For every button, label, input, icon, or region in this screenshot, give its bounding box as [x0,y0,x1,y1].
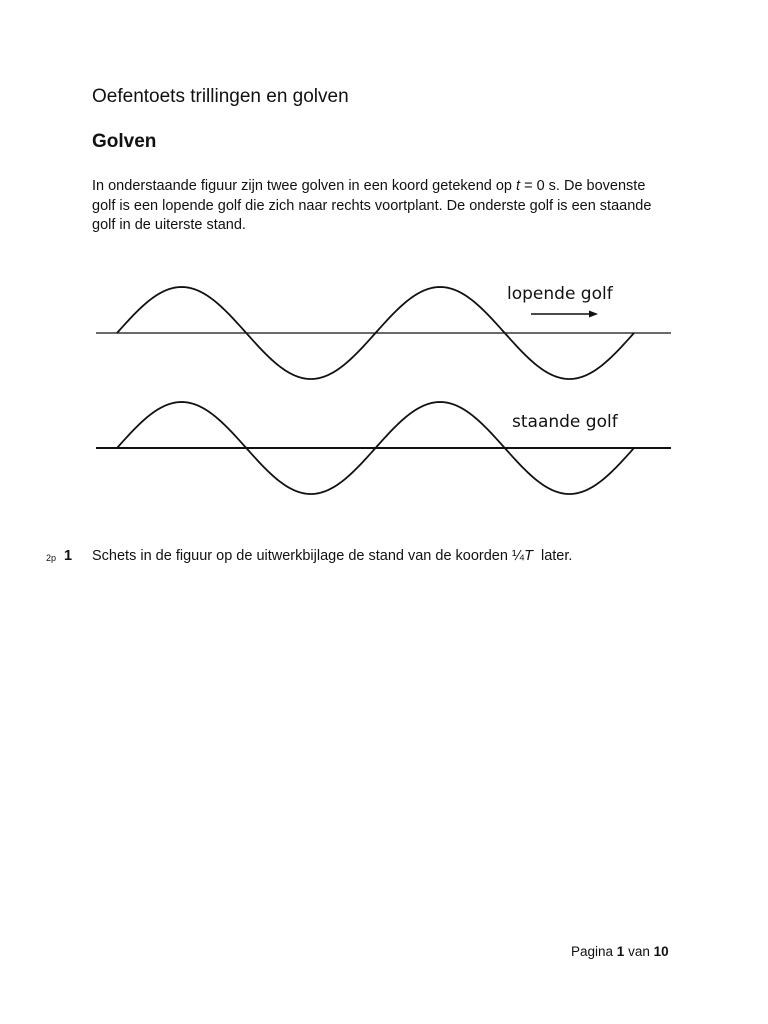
total-pages-number: 10 [653,944,669,959]
question-text [92,548,572,564]
page-footer [571,944,669,959]
footer-middle: van [624,944,654,959]
time-symbol: t [516,178,521,194]
question-points: 2p [46,553,57,563]
question-number: 1 [64,548,73,564]
document-title: Oefentoets trillingen en golven [92,86,349,107]
direction-arrow-head [589,311,598,318]
question-text-end: later. [532,548,573,564]
footer-prefix: Pagina [571,944,617,959]
question-text-start: Schets in de figuur op de uitwerkbijlage de stand van de koorden ¼ [92,548,525,564]
upper-wave-label: lopende golf [507,284,613,304]
intro-text-start: In onderstaande figuur zijn twee golven in een koord getekend op [92,178,517,194]
lower-wave-label: staande golf [512,412,618,432]
intro-text-end: = 0 s. De bovenste golf is een lopende golf die zich naar rechts voortplant. De onderste golf is een staande golf in de uiterste stand. [92,178,652,233]
current-page-number: 1 [616,944,625,959]
period-symbol: T [524,548,533,564]
section-heading: Golven [92,131,157,152]
